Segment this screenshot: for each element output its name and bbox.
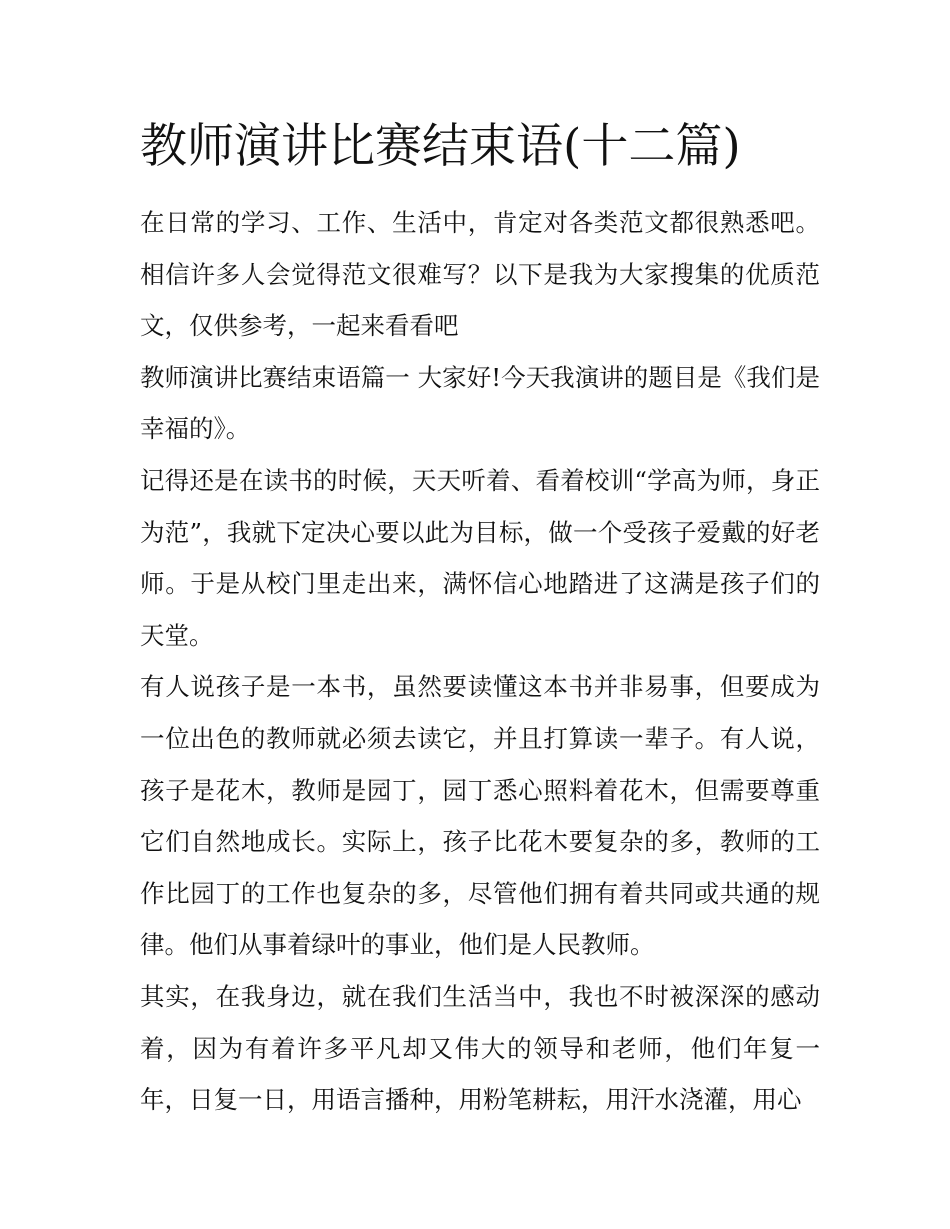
paragraph-children-book: 有人说孩子是一本书，虽然要读懂这本书并非易事，但要成为一位出色的教师就必须去读它，并且打算读一辈子。有人说，孩子是花木，教师是园丁，园丁悉心照料着花木，但需要尊重它们自然地成长。实际上，孩子比花木要复杂的多，教师的工作比园丁的工作也复杂的多，尽管他们拥有着共同或共通的规律。他们从事着绿叶的事业，他们是人民教师。: [140, 672, 820, 960]
paragraph-school-motto: 记得还是在读书的时候，天天听着、看着校训“学高为师，身正为范”，我就下定决心要以此为目标，做一个受孩子爱戴的好老师。于是从校门里走出来，满怀信心地踏进了这满是孩子们的天堂。: [140, 465, 820, 650]
document-title: 教师演讲比赛结束语(十二篇): [140, 119, 741, 174]
paragraph-around-me: 其实，在我身边，就在我们生活当中，我也不时被深深的感动着，因为有着许多平凡却又伟大的领导和老师，他们年复一年，日复一日，用语言播种，用粉笔耕耘，用汗水浇灌，用心: [140, 981, 820, 1115]
paragraph-speech-opening: 教师演讲比赛结束语篇一 大家好!今天我演讲的题目是《我们是幸福的》。: [140, 362, 820, 444]
paragraph-intro: 在日常的学习、工作、生活中，肯定对各类范文都很熟悉吧。相信许多人会觉得范文很难写？以下是我为大家搜集的优质范文，仅供参考，一起来看看吧: [140, 208, 820, 341]
document-body: [140, 197, 820, 1126]
